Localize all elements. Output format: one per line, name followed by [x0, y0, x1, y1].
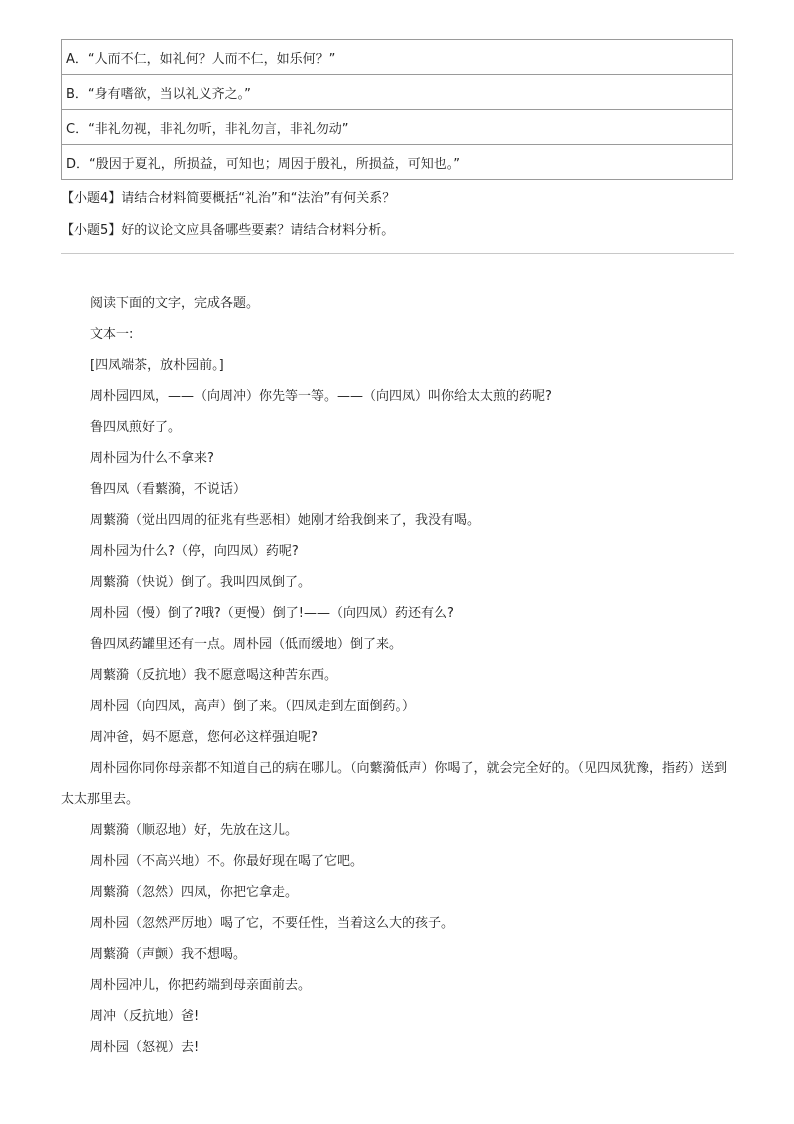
dialogue-line: 周朴园四凤，——（向周冲）你先等一等。——（向四凤）叫你给太太煎的药呢? — [90, 389, 552, 404]
option-a-text: A．“人而不仁，如礼何？人而不仁，如乐何？” — [62, 40, 733, 75]
option-row-b[interactable] — [62, 75, 733, 110]
dialogue-line: 周蘩漪（觉出四周的征兆有些恶相）她刚才给我倒来了，我没有喝。 — [90, 513, 481, 528]
stage-direction: [四凤端茶，放朴园前。] — [90, 358, 224, 373]
dialogue-line: 鲁四凤药罐里还有一点。周朴园（低而缓地）倒了来。 — [90, 637, 403, 652]
dialogue-line: 鲁四凤（看蘩漪，不说话） — [90, 482, 247, 497]
option-row-c[interactable] — [62, 110, 733, 145]
dialogue-line: 周朴园为什么不拿来? — [90, 451, 214, 466]
instruction: 阅读下面的文字，完成各题。 — [90, 296, 260, 311]
dialogue-line: 周朴园为什么?（停，向四凤）药呢? — [90, 544, 299, 559]
dialogue-line: 周蘩漪（声颤）我不想喝。 — [90, 947, 247, 962]
dialogue-line: 周朴园（向四凤，高声）倒了来。（四凤走到左面倒药。） — [90, 699, 416, 714]
answer-options-table — [61, 39, 733, 180]
option-b-text: B．“身有嗜欲，当以礼义齐之。” — [62, 75, 733, 110]
option-row-d[interactable] — [62, 145, 733, 180]
dialogue-line: 周朴园你同你母亲都不知道自己的病在哪儿。（向蘩漪低声）你喝了，就会完全好的。（见四凤犹豫，指药）送到太太那里去。 — [61, 761, 728, 807]
subquestion-4: 【小题4】请结合材料简要概括“礼治”和“法治”有何关系？ — [61, 191, 396, 206]
dialogue-line: 周朴园（怒视）去! — [90, 1040, 200, 1055]
reading-passage — [61, 288, 733, 1063]
dialogue-line: 周蘩漪（快说）倒了。我叫四凤倒了。 — [90, 575, 312, 590]
dialogue-line: 周冲爸，妈不愿意，您何必这样强迫呢? — [90, 730, 318, 745]
dialogue-line: 周蘩漪（顺忍地）好，先放在这儿。 — [90, 823, 299, 838]
option-c-text: C．“非礼勿视，非礼勿听，非礼勿言，非礼勿动” — [62, 110, 733, 145]
section-divider — [61, 253, 734, 254]
dialogue-line: 周朴园（不高兴地）不。你最好现在喝了它吧。 — [90, 854, 364, 869]
dialogue-line: 周冲（反抗地）爸! — [90, 1009, 200, 1024]
option-row-a[interactable] — [62, 40, 733, 75]
dialogue-line: 周蘩漪（忽然）四凤，你把它拿走。 — [90, 885, 299, 900]
option-d-text: D．“殷因于夏礼，所损益，可知也；周因于殷礼，所损益，可知也。” — [62, 145, 733, 180]
dialogue-line: 鲁四凤煎好了。 — [90, 420, 182, 435]
dialogue-line: 周蘩漪（反抗地）我不愿意喝这种苦东西。 — [90, 668, 338, 683]
subquestion-5: 【小题5】好的议论文应具备哪些要素？请结合材料分析。 — [61, 223, 395, 238]
text-heading: 文本一: — [90, 327, 134, 342]
dialogue-line: 周朴园（慢）倒了?哦?（更慢）倒了!——（向四凤）药还有么? — [90, 606, 454, 621]
dialogue-line: 周朴园（忽然严厉地）喝了它，不要任性，当着这么大的孩子。 — [90, 916, 455, 931]
dialogue-line: 周朴园冲儿，你把药端到母亲面前去。 — [90, 978, 312, 993]
